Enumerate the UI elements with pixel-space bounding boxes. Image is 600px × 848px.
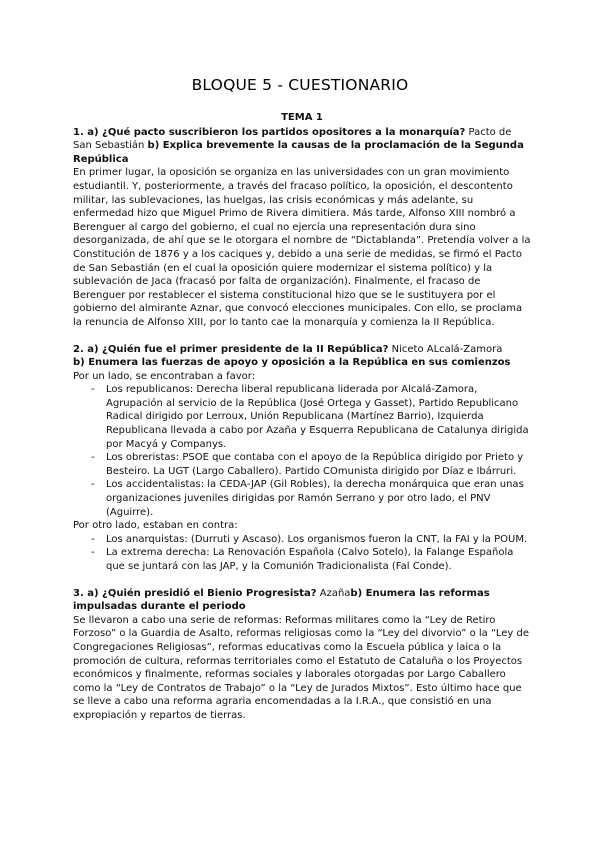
section-heading: TEMA 1 [281,112,323,123]
question-1a: 1. a) ¿Qué pacto suscribieron los partidos opositores a la monarquía? [73,126,466,138]
list-item: - Los obreristas: PSOE que contaba con el apoyo de la República dirigido por Prieto y Besteiro. La UGT (Largo Caballero). Partido COmunista dirigido por Díaz e Ibárruri. [73,451,531,478]
question-3 [73,587,531,614]
contra-intro: Por otro lado, estaban en contra: [73,520,238,532]
question-2a: 2. a) ¿Quién fue el primer presidente de la II República? [73,343,389,355]
document-body [73,111,531,723]
favor-list [73,383,531,519]
question-2a-line [73,343,531,357]
question-1b: b) Explica brevemente la causas de la proclamación de la Segunda República [73,140,524,165]
question-1 [73,126,531,167]
list-item: - Los anarquistas: (Durruti y Ascaso). Los organismos fueron la CNT, la FAI y la POUM. [73,533,531,547]
favor-intro: Por un lado, se encontraban a favor: [73,370,256,382]
answer-3b-paragraph: Se llevaron a cabo una serie de reformas: Reformas militares como la “Ley de Retiro Forzoso” o la Guardia de Asalto, reformas religiosas como la “Ley del divorvio” o la “Ley de Congregaciones Religiosas”, reformas educativas como la Escuela pública y laica o la promoción de cultura, reformas territoriales como el Estatuto de Cataluña o los Proyectos económicos y finalmente, reformas sociales y laborales otorgadas por Largo Caballero como la “Ley de Contratos de Trabajo” o la “Ley de Jurados Mixtos”. Esto último hace que se lleve a cabo una reforma agraria encomendadas a la I.R.A., que consistió en una expropiación y repartos de tierras. [73,614,529,721]
question-3b: b) Enumera las reformas impulsadas durante el periodo [73,587,490,613]
list-item: - Los accidentalistas: la CEDA-JAP (Gil Robles), la derecha monárquica que eran unas organizaciones juveniles dirigidas por Ramón Serrano y por otro lado, el PNV (Aguirre). [73,478,531,519]
list-item: - La extrema derecha: La Renovación Española (Calvo Sotelo), la Falange Española que se juntará con las JAP, y la Comunión Tradicionalista (Fal Conde). [73,546,531,573]
question-2b: b) Enumera las fuerzas de apoyo y oposición a la República en sus comienzos [73,357,511,369]
question-3a: 3. a) ¿Quién presidió el Bienio Progresista? [73,587,317,599]
answer-1b-paragraph: En primer lugar, la oposición se organiza en las universidades con un gran movimiento estudiantil. Y, posteriormente, a través del fracaso político, la oposición, el descontento militar, las sublevaciones, las huelgas, las crisis económicas y más adelante, su enfermedad hizo que Miguel Primo de Rivera dimitiera. Más tarde, Alfonso XIII nombró a Berenguer al cargo del gobierno, el cual no ejercía una representación dura sino desorganizada, de ahí que se le otorgara el nombre de “Dictablanda”. Pretendía volver a la Constitución de 1876 y a los caciques y, debido a una serie de medidas, se firmó el Pacto de San Sebastián (en el cual la oposición quiere modernizar el sistema político) y la sublevación de Jaca (fracasó por falta de organización). Finalmente, el fracaso de Berenguer por restablecer el sistema constitucional hizo que se le sustituyera por el gobierno del almirante Aznar, que convocó elecciones municipales. Con ello, se proclama la renuncia de Alfonso XIII, por lo tanto cae la monarquía y comienza la II República. [73,167,531,328]
answer-2a: Niceto ALcalá-Zamora [388,343,503,355]
question-2b-line [73,356,531,370]
list-item: - Los republicanos: Derecha liberal republicana liderada por Alcalá-Zamora, Agrupación al servicio de la República (José Ortega y Gasset), Partido Republicano Radical dirigido por Lerroux, Unión Republicana (Martínez Barrio), Izquierda Republicana llevada a cabo por Azaña y Esquerra Republicana de Catalunya dirigida por Macyá y Companys. [73,383,531,451]
answer-3a: Azaña [316,587,351,599]
contra-list [73,533,531,574]
answer-1a: Pacto de San Sebastián [73,126,512,152]
page-title: BLOQUE 5 - CUESTIONARIO [191,76,409,94]
